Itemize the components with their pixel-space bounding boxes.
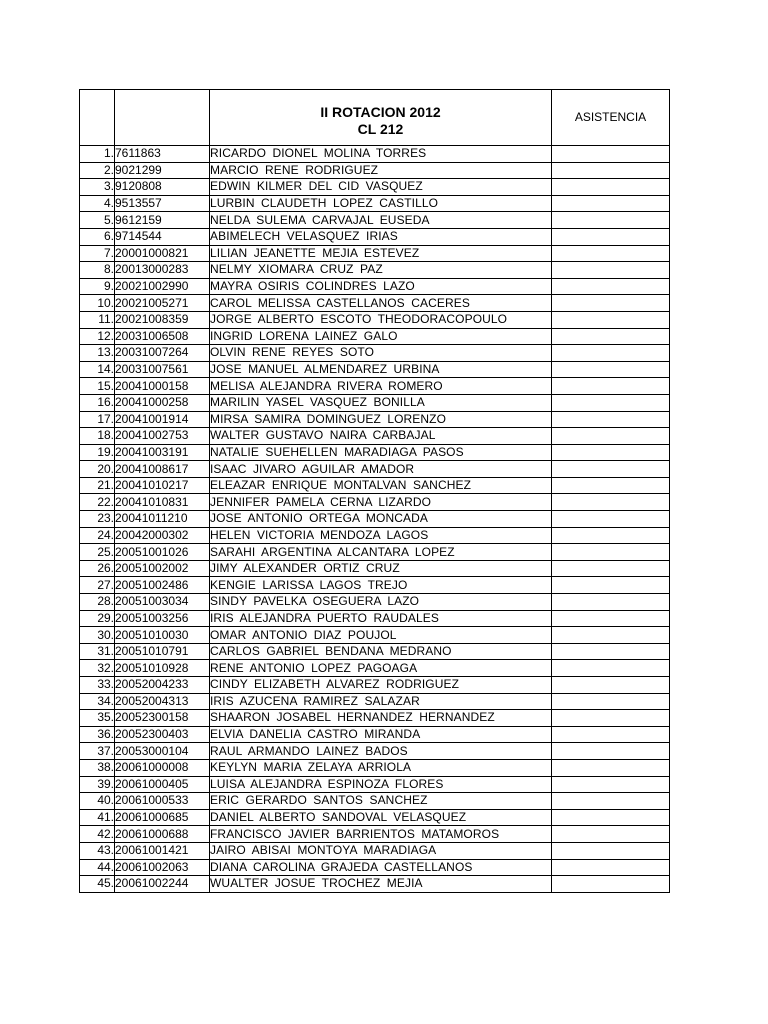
attendance-cell[interactable] bbox=[552, 195, 670, 212]
student-name: DIANA CAROLINA GRAJEDA CASTELLANOS bbox=[210, 859, 552, 876]
attendance-cell[interactable] bbox=[552, 793, 670, 810]
attendance-cell[interactable] bbox=[552, 726, 670, 743]
attendance-cell[interactable] bbox=[552, 627, 670, 644]
attendance-cell[interactable] bbox=[552, 494, 670, 511]
student-name: MELISA ALEJANDRA RIVERA ROMERO bbox=[210, 378, 552, 395]
row-number: 13. bbox=[80, 345, 115, 362]
student-id: 9120808 bbox=[115, 179, 210, 196]
table-row bbox=[80, 511, 670, 528]
row-number: 32. bbox=[80, 660, 115, 677]
table-row bbox=[80, 842, 670, 859]
row-number: 23. bbox=[80, 511, 115, 528]
student-id: 20031007264 bbox=[115, 345, 210, 362]
attendance-cell[interactable] bbox=[552, 876, 670, 893]
table-row bbox=[80, 776, 670, 793]
row-number: 41. bbox=[80, 809, 115, 826]
row-number: 33. bbox=[80, 677, 115, 694]
table-row bbox=[80, 378, 670, 395]
student-id: 20051010030 bbox=[115, 627, 210, 644]
student-id: 20021002990 bbox=[115, 278, 210, 295]
table-row bbox=[80, 228, 670, 245]
row-number: 10. bbox=[80, 295, 115, 312]
header-number-cell bbox=[80, 90, 115, 146]
attendance-cell[interactable] bbox=[552, 610, 670, 627]
row-number: 40. bbox=[80, 793, 115, 810]
attendance-cell[interactable] bbox=[552, 361, 670, 378]
row-number: 2. bbox=[80, 162, 115, 179]
student-name: SARAHI ARGENTINA ALCANTARA LOPEZ bbox=[210, 544, 552, 561]
table-row bbox=[80, 710, 670, 727]
table-row bbox=[80, 876, 670, 893]
student-id: 20021008359 bbox=[115, 311, 210, 328]
row-number: 30. bbox=[80, 627, 115, 644]
student-name: MAYRA OSIRIS COLINDRES LAZO bbox=[210, 278, 552, 295]
student-id: 20061000405 bbox=[115, 776, 210, 793]
student-id: 20053000104 bbox=[115, 743, 210, 760]
student-name: WALTER GUSTAVO NAIRA CARBAJAL bbox=[210, 428, 552, 445]
attendance-cell[interactable] bbox=[552, 544, 670, 561]
student-name: LURBIN CLAUDETH LOPEZ CASTILLO bbox=[210, 195, 552, 212]
student-id: 20042000302 bbox=[115, 527, 210, 544]
table-row bbox=[80, 262, 670, 279]
table-row bbox=[80, 245, 670, 262]
attendance-cell[interactable] bbox=[552, 245, 670, 262]
table-row bbox=[80, 859, 670, 876]
row-number: 25. bbox=[80, 544, 115, 561]
attendance-cell[interactable] bbox=[552, 411, 670, 428]
table-row bbox=[80, 345, 670, 362]
student-id: 20041010831 bbox=[115, 494, 210, 511]
attendance-cell[interactable] bbox=[552, 378, 670, 395]
attendance-cell[interactable] bbox=[552, 511, 670, 528]
row-number: 39. bbox=[80, 776, 115, 793]
student-id: 20041008617 bbox=[115, 461, 210, 478]
student-name: JOSE ANTONIO ORTEGA MONCADA bbox=[210, 511, 552, 528]
student-name: SHAARON JOSABEL HERNANDEZ HERNANDEZ bbox=[210, 710, 552, 727]
student-id: 20031006508 bbox=[115, 328, 210, 345]
student-id: 20061001421 bbox=[115, 842, 210, 859]
table-row bbox=[80, 594, 670, 611]
student-id: 20051002002 bbox=[115, 560, 210, 577]
table-row bbox=[80, 411, 670, 428]
table-row bbox=[80, 610, 670, 627]
student-name: OLVIN RENE REYES SOTO bbox=[210, 345, 552, 362]
student-id: 9513557 bbox=[115, 195, 210, 212]
row-number: 21. bbox=[80, 477, 115, 494]
student-name: EDWIN KILMER DEL CID VASQUEZ bbox=[210, 179, 552, 196]
table-row bbox=[80, 660, 670, 677]
row-number: 12. bbox=[80, 328, 115, 345]
student-id: 9021299 bbox=[115, 162, 210, 179]
row-number: 31. bbox=[80, 643, 115, 660]
table-row bbox=[80, 577, 670, 594]
student-name: NELMY XIOMARA CRUZ PAZ bbox=[210, 262, 552, 279]
attendance-cell[interactable] bbox=[552, 693, 670, 710]
row-number: 15. bbox=[80, 378, 115, 395]
attendance-cell[interactable] bbox=[552, 643, 670, 660]
student-id: 20051010928 bbox=[115, 660, 210, 677]
attendance-cell[interactable] bbox=[552, 394, 670, 411]
student-id: 20041000258 bbox=[115, 394, 210, 411]
student-id: 20041010217 bbox=[115, 477, 210, 494]
row-number: 34. bbox=[80, 693, 115, 710]
table-row bbox=[80, 809, 670, 826]
attendance-cell[interactable] bbox=[552, 444, 670, 461]
table-row bbox=[80, 146, 670, 163]
student-name: WUALTER JOSUE TROCHEZ MEJIA bbox=[210, 876, 552, 893]
student-id: 20031007561 bbox=[115, 361, 210, 378]
row-number: 17. bbox=[80, 411, 115, 428]
student-id: 20001000821 bbox=[115, 245, 210, 262]
student-name: SINDY PAVELKA OSEGUERA LAZO bbox=[210, 594, 552, 611]
header-id-cell bbox=[115, 90, 210, 146]
student-name: RENE ANTONIO LOPEZ PAGOAGA bbox=[210, 660, 552, 677]
table-row bbox=[80, 759, 670, 776]
student-name: CINDY ELIZABETH ALVAREZ RODRIGUEZ bbox=[210, 677, 552, 694]
attendance-cell[interactable] bbox=[552, 345, 670, 362]
attendance-cell[interactable] bbox=[552, 776, 670, 793]
table-row bbox=[80, 278, 670, 295]
row-number: 42. bbox=[80, 826, 115, 843]
table-row bbox=[80, 162, 670, 179]
row-number: 5. bbox=[80, 212, 115, 229]
table-row bbox=[80, 444, 670, 461]
header-attendance: ASISTENCIA bbox=[552, 90, 670, 146]
student-name: LILIAN JEANETTE MEJIA ESTEVEZ bbox=[210, 245, 552, 262]
table-row bbox=[80, 826, 670, 843]
student-name: JAIRO ABISAI MONTOYA MARADIAGA bbox=[210, 842, 552, 859]
row-number: 6. bbox=[80, 228, 115, 245]
student-id: 20061002244 bbox=[115, 876, 210, 893]
attendance-cell[interactable] bbox=[552, 262, 670, 279]
roster-subtitle: CL 212 bbox=[357, 120, 404, 137]
student-id: 20052004233 bbox=[115, 677, 210, 694]
student-name: NATALIE SUEHELLEN MARADIAGA PASOS bbox=[210, 444, 552, 461]
row-number: 45. bbox=[80, 876, 115, 893]
student-name: KEYLYN MARIA ZELAYA ARRIOLA bbox=[210, 759, 552, 776]
table-row bbox=[80, 677, 670, 694]
attendance-cell[interactable] bbox=[552, 859, 670, 876]
student-name: JIMY ALEXANDER ORTIZ CRUZ bbox=[210, 560, 552, 577]
student-id: 7611863 bbox=[115, 146, 210, 163]
row-number: 37. bbox=[80, 743, 115, 760]
attendance-cell[interactable] bbox=[552, 560, 670, 577]
student-name: OMAR ANTONIO DIAZ POUJOL bbox=[210, 627, 552, 644]
student-id: 20061002063 bbox=[115, 859, 210, 876]
attendance-cell[interactable] bbox=[552, 146, 670, 163]
student-name: ELEAZAR ENRIQUE MONTALVAN SANCHEZ bbox=[210, 477, 552, 494]
student-id: 20051010791 bbox=[115, 643, 210, 660]
row-number: 7. bbox=[80, 245, 115, 262]
attendance-cell[interactable] bbox=[552, 212, 670, 229]
student-name: LUISA ALEJANDRA ESPINOZA FLORES bbox=[210, 776, 552, 793]
attendance-cell[interactable] bbox=[552, 162, 670, 179]
attendance-cell[interactable] bbox=[552, 660, 670, 677]
student-name: JOSE MANUEL ALMENDAREZ URBINA bbox=[210, 361, 552, 378]
student-id: 20041011210 bbox=[115, 511, 210, 528]
student-id: 20052300403 bbox=[115, 726, 210, 743]
row-number: 16. bbox=[80, 394, 115, 411]
attendance-cell[interactable] bbox=[552, 809, 670, 826]
table-row bbox=[80, 394, 670, 411]
student-name: MARILIN YASEL VASQUEZ BONILLA bbox=[210, 394, 552, 411]
row-number: 24. bbox=[80, 527, 115, 544]
student-id: 20051001026 bbox=[115, 544, 210, 561]
table-row bbox=[80, 295, 670, 312]
table-row bbox=[80, 311, 670, 328]
table-row bbox=[80, 544, 670, 561]
attendance-cell[interactable] bbox=[552, 710, 670, 727]
student-id: 20041003191 bbox=[115, 444, 210, 461]
student-id: 20051003034 bbox=[115, 594, 210, 611]
student-name: DANIEL ALBERTO SANDOVAL VELASQUEZ bbox=[210, 809, 552, 826]
student-name: MIRSA SAMIRA DOMINGUEZ LORENZO bbox=[210, 411, 552, 428]
table-row bbox=[80, 428, 670, 445]
attendance-cell[interactable] bbox=[552, 179, 670, 196]
table-row bbox=[80, 726, 670, 743]
student-id: 20051002486 bbox=[115, 577, 210, 594]
student-name: HELEN VICTORIA MENDOZA LAGOS bbox=[210, 527, 552, 544]
table-row bbox=[80, 743, 670, 760]
table-row bbox=[80, 195, 670, 212]
student-id: 20041001914 bbox=[115, 411, 210, 428]
table-row bbox=[80, 179, 670, 196]
row-number: 29. bbox=[80, 610, 115, 627]
student-name: NELDA SULEMA CARVAJAL EUSEDA bbox=[210, 212, 552, 229]
student-name: INGRID LORENA LAINEZ GALO bbox=[210, 328, 552, 345]
student-id: 20061000008 bbox=[115, 759, 210, 776]
student-name: ISAAC JIVARO AGUILAR AMADOR bbox=[210, 461, 552, 478]
row-number: 43. bbox=[80, 842, 115, 859]
row-number: 1. bbox=[80, 146, 115, 163]
roster-title: II ROTACION 2012 bbox=[320, 103, 441, 120]
attendance-cell[interactable] bbox=[552, 228, 670, 245]
student-name: IRIS ALEJANDRA PUERTO RAUDALES bbox=[210, 610, 552, 627]
student-id: 20061000685 bbox=[115, 809, 210, 826]
row-number: 28. bbox=[80, 594, 115, 611]
table-row bbox=[80, 328, 670, 345]
table-row bbox=[80, 643, 670, 660]
row-number: 11. bbox=[80, 311, 115, 328]
row-number: 20. bbox=[80, 461, 115, 478]
student-name: FRANCISCO JAVIER BARRIENTOS MATAMOROS bbox=[210, 826, 552, 843]
row-number: 4. bbox=[80, 195, 115, 212]
attendance-cell[interactable] bbox=[552, 577, 670, 594]
student-id: 9612159 bbox=[115, 212, 210, 229]
table-row bbox=[80, 793, 670, 810]
student-name: RICARDO DIONEL MOLINA TORRES bbox=[210, 146, 552, 163]
attendance-cell[interactable] bbox=[552, 759, 670, 776]
student-name: ERIC GERARDO SANTOS SANCHEZ bbox=[210, 793, 552, 810]
attendance-cell[interactable] bbox=[552, 428, 670, 445]
student-id: 20061000688 bbox=[115, 826, 210, 843]
student-name: RAUL ARMANDO LAINEZ BADOS bbox=[210, 743, 552, 760]
row-number: 44. bbox=[80, 859, 115, 876]
row-number: 14. bbox=[80, 361, 115, 378]
table-row bbox=[80, 627, 670, 644]
student-id: 20013000283 bbox=[115, 262, 210, 279]
table-row bbox=[80, 527, 670, 544]
student-id: 20051003256 bbox=[115, 610, 210, 627]
student-id: 20061000533 bbox=[115, 793, 210, 810]
student-id: 9714544 bbox=[115, 228, 210, 245]
row-number: 3. bbox=[80, 179, 115, 196]
header-title-cell bbox=[210, 90, 552, 146]
student-id: 20021005271 bbox=[115, 295, 210, 312]
student-name: CARLOS GABRIEL BENDANA MEDRANO bbox=[210, 643, 552, 660]
student-name: ABIMELECH VELASQUEZ IRIAS bbox=[210, 228, 552, 245]
student-id: 20041002753 bbox=[115, 428, 210, 445]
row-number: 27. bbox=[80, 577, 115, 594]
table-row bbox=[80, 212, 670, 229]
row-number: 35. bbox=[80, 710, 115, 727]
attendance-cell[interactable] bbox=[552, 826, 670, 843]
attendance-roster-table bbox=[79, 89, 670, 893]
attendance-cell[interactable] bbox=[552, 594, 670, 611]
student-id: 20052004313 bbox=[115, 693, 210, 710]
table-row bbox=[80, 461, 670, 478]
student-name: JENNIFER PAMELA CERNA LIZARDO bbox=[210, 494, 552, 511]
row-number: 22. bbox=[80, 494, 115, 511]
row-number: 19. bbox=[80, 444, 115, 461]
student-name: IRIS AZUCENA RAMIREZ SALAZAR bbox=[210, 693, 552, 710]
table-row bbox=[80, 693, 670, 710]
student-name: MARCIO RENE RODRIGUEZ bbox=[210, 162, 552, 179]
attendance-cell[interactable] bbox=[552, 527, 670, 544]
student-name: CAROL MELISSA CASTELLANOS CACERES bbox=[210, 295, 552, 312]
attendance-cell[interactable] bbox=[552, 461, 670, 478]
row-number: 9. bbox=[80, 278, 115, 295]
row-number: 8. bbox=[80, 262, 115, 279]
student-name: KENGIE LARISSA LAGOS TREJO bbox=[210, 577, 552, 594]
table-row bbox=[80, 477, 670, 494]
table-row bbox=[80, 560, 670, 577]
attendance-cell[interactable] bbox=[552, 743, 670, 760]
table-row bbox=[80, 361, 670, 378]
attendance-cell[interactable] bbox=[552, 328, 670, 345]
attendance-cell[interactable] bbox=[552, 278, 670, 295]
row-number: 26. bbox=[80, 560, 115, 577]
table-header-row bbox=[80, 90, 670, 146]
student-id: 20052300158 bbox=[115, 710, 210, 727]
attendance-cell[interactable] bbox=[552, 295, 670, 312]
attendance-cell[interactable] bbox=[552, 677, 670, 694]
table-row bbox=[80, 494, 670, 511]
student-name: JORGE ALBERTO ESCOTO THEODORACOPOULO bbox=[210, 311, 552, 328]
row-number: 36. bbox=[80, 726, 115, 743]
attendance-cell[interactable] bbox=[552, 477, 670, 494]
attendance-cell[interactable] bbox=[552, 842, 670, 859]
row-number: 38. bbox=[80, 759, 115, 776]
row-number: 18. bbox=[80, 428, 115, 445]
student-name: ELVIA DANELIA CASTRO MIRANDA bbox=[210, 726, 552, 743]
student-id: 20041000158 bbox=[115, 378, 210, 395]
roster-body bbox=[80, 146, 670, 893]
attendance-cell[interactable] bbox=[552, 311, 670, 328]
